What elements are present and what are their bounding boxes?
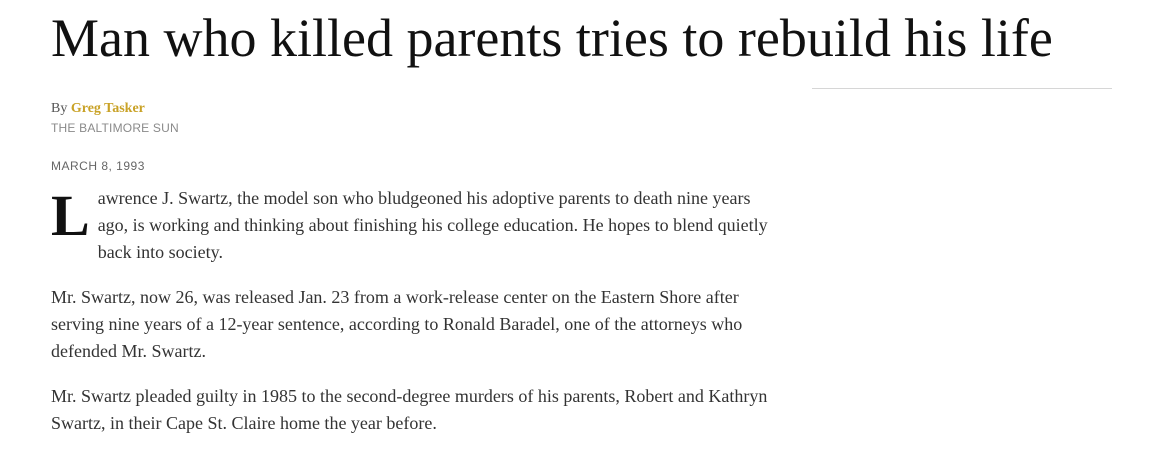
article-body bbox=[51, 185, 776, 455]
author-link[interactable]: Greg Tasker bbox=[70, 101, 145, 116]
publication-source: THE BALTIMORE SUN bbox=[51, 121, 179, 135]
drop-cap: L bbox=[51, 183, 90, 248]
article-paragraph bbox=[51, 185, 776, 266]
byline bbox=[51, 100, 145, 118]
publish-date: MARCH 8, 1993 bbox=[51, 159, 145, 173]
sidebar-divider bbox=[812, 88, 1112, 89]
paragraph-text: awrence J. Swartz, the model son who bludgeoned his adoptive parents to death nine years ago, is working and thinking about finishing his college education. He hopes to blend quietly back into society. bbox=[97, 188, 768, 262]
article-paragraph: Mr. Swartz, now 26, was released Jan. 23 from a work-release center on the Eastern Shore after serving nine years of a 12-year sentence, according to Ronald Baradel, one of the attorneys who defended Mr. Swartz. bbox=[51, 287, 743, 361]
headline: Man who killed parents tries to rebuild his life bbox=[51, 8, 1053, 68]
article-paragraph: Mr. Swartz pleaded guilty in 1985 to the second-degree murders of his parents, Robert and Kathryn Swartz, in their Cape St. Claire home the year before. bbox=[51, 386, 768, 433]
byline-prefix: By bbox=[51, 101, 68, 116]
